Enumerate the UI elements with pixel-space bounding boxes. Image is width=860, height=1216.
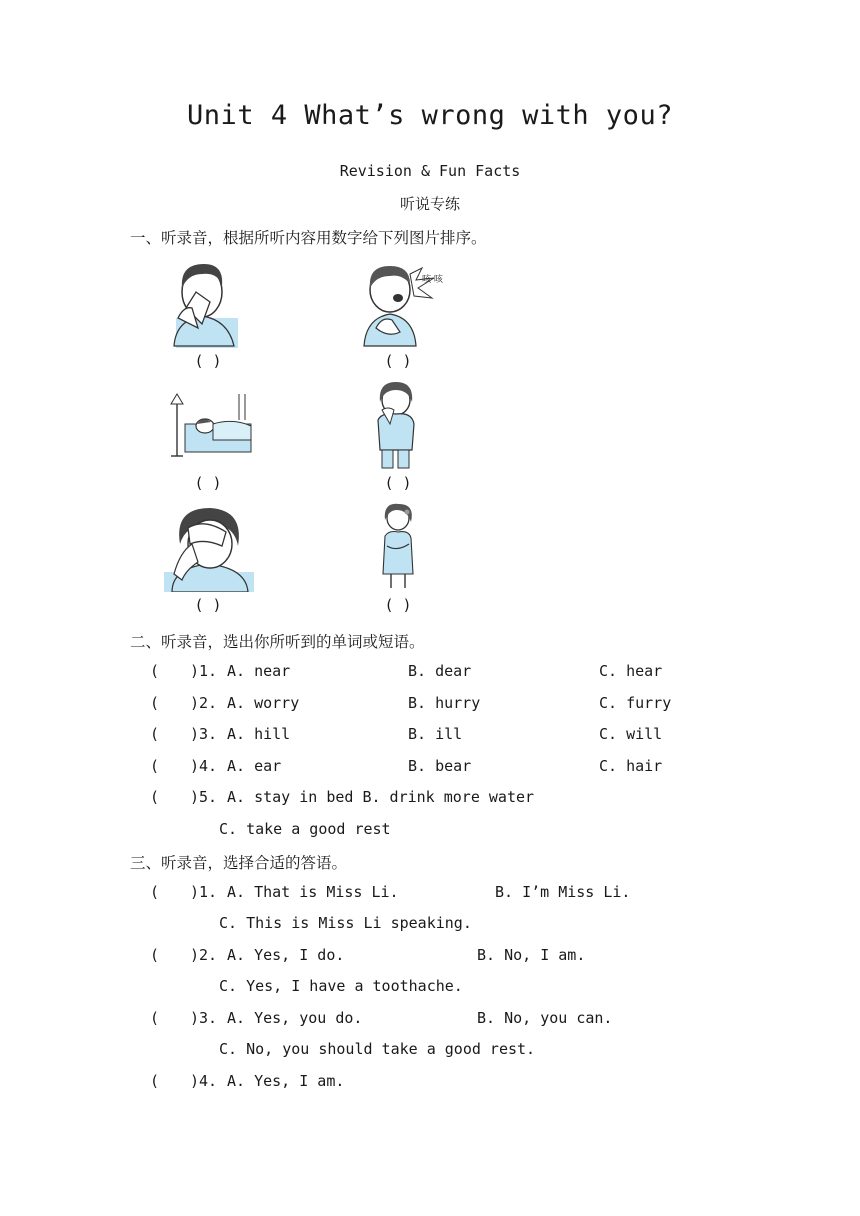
- page-subtitle: Revision & Fun Facts: [339, 162, 521, 180]
- answer-blank[interactable]: (: [150, 1072, 160, 1090]
- man-sneezing-tissue-icon: [162, 258, 244, 348]
- option-b: B. No, I am.: [477, 946, 586, 964]
- part2-heading: 二、听录音，选出你所听到的单词或短语。: [130, 633, 425, 651]
- page-title: Unit 4 What’s wrong with you?: [187, 100, 673, 131]
- option-b: B. I’m Miss Li.: [495, 883, 631, 901]
- option-c: C. This is Miss Li speaking.: [219, 914, 472, 932]
- question-number: )2.: [190, 694, 218, 712]
- question-number: )1.: [190, 662, 218, 680]
- option-b: B. No, you can.: [477, 1009, 613, 1027]
- option-c: C. take a good rest: [219, 820, 391, 838]
- question-number: )3.: [190, 1009, 218, 1027]
- answer-blank[interactable]: (: [150, 757, 160, 775]
- girl-stomachache-icon: [377, 502, 419, 590]
- question-number: )4.: [190, 1072, 218, 1090]
- answer-blank[interactable]: (: [150, 725, 160, 743]
- option-a: A. Yes, you do.: [227, 1009, 363, 1027]
- answer-blank[interactable]: (: [150, 883, 160, 901]
- option-b: B. bear: [408, 757, 472, 775]
- picture-6-blank[interactable]: ( ): [384, 596, 412, 614]
- cough-sound-text: 咳 咳: [422, 275, 443, 285]
- option-c: C. hear: [599, 662, 663, 680]
- option-c: C. No, you should take a good rest.: [219, 1040, 536, 1058]
- question-number: )5.: [190, 788, 218, 806]
- question-number: )2.: [190, 946, 218, 964]
- answer-blank[interactable]: (: [150, 694, 160, 712]
- option-a: A. Yes, I am.: [227, 1072, 345, 1090]
- option-a: A. near: [227, 662, 291, 680]
- picture-3-blank[interactable]: ( ): [194, 474, 222, 492]
- option-a: A. Yes, I do.: [227, 946, 345, 964]
- option-b: B. hurry: [408, 694, 481, 712]
- question-number: )4.: [190, 757, 218, 775]
- girl-toothache-icon: [368, 380, 424, 470]
- question-number: )1.: [190, 883, 218, 901]
- picture-4-blank[interactable]: ( ): [384, 474, 412, 492]
- option-b: B. dear: [408, 662, 472, 680]
- woman-headache-icon: [164, 504, 254, 592]
- question-number: )3.: [190, 725, 218, 743]
- option-a-b: A. stay in bed B. drink more water: [227, 788, 535, 806]
- option-a: A. worry: [227, 694, 300, 712]
- option-a: A. hill: [227, 725, 291, 743]
- option-c: C. furry: [599, 694, 672, 712]
- boy-coughing-icon: [352, 258, 444, 348]
- answer-blank[interactable]: (: [150, 662, 160, 680]
- option-c: C. will: [599, 725, 663, 743]
- section-label: 听说专练: [399, 195, 460, 213]
- picture-2-blank[interactable]: ( ): [384, 352, 412, 370]
- picture-5-blank[interactable]: ( ): [194, 596, 222, 614]
- picture-1-blank[interactable]: ( ): [194, 352, 222, 370]
- option-a: A. That is Miss Li.: [227, 883, 399, 901]
- answer-blank[interactable]: (: [150, 788, 160, 806]
- option-c: C. Yes, I have a toothache.: [219, 977, 463, 995]
- option-c: C. hair: [599, 757, 663, 775]
- answer-blank[interactable]: (: [150, 946, 160, 964]
- option-a: A. ear: [227, 757, 282, 775]
- option-b: B. ill: [408, 725, 463, 743]
- part1-heading: 一、听录音，根据所听内容用数字给下列图片排序。: [130, 229, 487, 247]
- child-in-bed-icon: [163, 390, 255, 462]
- answer-blank[interactable]: (: [150, 1009, 160, 1027]
- part3-heading: 三、听录音，选择合适的答语。: [130, 854, 348, 872]
